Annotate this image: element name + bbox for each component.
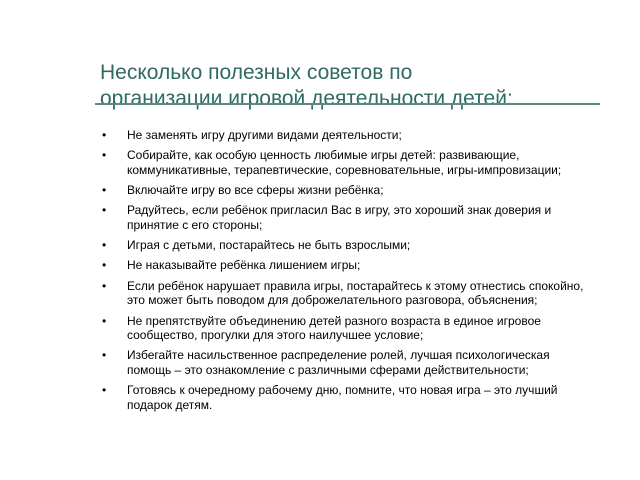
list-item-text: Если ребёнок нарушает правила игры, постарайтесь к этому отнестись спокойно, это может быть поводом для доброжелательного разговора, объяснения; xyxy=(127,278,584,308)
list-item xyxy=(100,383,590,412)
list-item-text: Не наказывайте ребёнка лишением игры; xyxy=(127,258,361,273)
bullet-icon: • xyxy=(102,148,107,163)
list-item-text: Собирайте, как особую ценность любимые игры детей: развивающие, коммуникативные, терапевтические, соревновательные, игры-импровизации; xyxy=(127,148,562,177)
bullet-icon: • xyxy=(102,258,107,273)
list-item-text: Не заменять игру другими видами деятельности; xyxy=(127,128,402,142)
bullet-icon: • xyxy=(102,383,107,398)
bullet-icon: • xyxy=(102,238,107,253)
list-item xyxy=(100,148,590,177)
list-item-text: Не препятствуйте объединению детей разного возраста в единое игровое сообщество, прогулки для этого наилучшее условие; xyxy=(127,313,541,343)
list-item xyxy=(100,238,590,253)
list-item-text: Радуйтесь, если ребёнок пригласил Вас в игру, это хороший знак доверия и принятие с его стороны; xyxy=(127,203,552,232)
title-line-2: организации игровой деятельности детей: xyxy=(100,87,513,110)
bullet-icon: • xyxy=(102,128,107,142)
title-line-1: Несколько полезных советов по xyxy=(100,61,413,84)
list-item xyxy=(100,128,590,143)
list-item xyxy=(100,348,590,377)
list-item xyxy=(100,314,590,343)
list-item-text: Включайте игру во все сферы жизни ребёнка; xyxy=(127,183,384,198)
list-item-text: Готовясь к очередному рабочему дню, помните, что новая игра – это лучший подарок детям. xyxy=(127,383,558,412)
bullet-icon: • xyxy=(102,183,107,198)
title-underline-rule xyxy=(95,103,600,105)
list-item xyxy=(100,183,590,198)
bullet-icon: • xyxy=(102,203,107,218)
bullet-icon: • xyxy=(102,313,107,328)
bullet-icon: • xyxy=(102,348,107,363)
tips-list xyxy=(100,128,590,418)
list-item xyxy=(100,203,590,232)
list-item xyxy=(100,258,590,273)
list-item xyxy=(100,279,590,308)
list-item-text: Избегайте насильственное распределение ролей, лучшая психологическая помощь – это ознакомление с различными сферами действительности; xyxy=(127,348,550,377)
bullet-icon: • xyxy=(102,278,107,293)
list-item-text: Играя с детьми, постарайтесь не быть взрослыми; xyxy=(127,238,411,253)
